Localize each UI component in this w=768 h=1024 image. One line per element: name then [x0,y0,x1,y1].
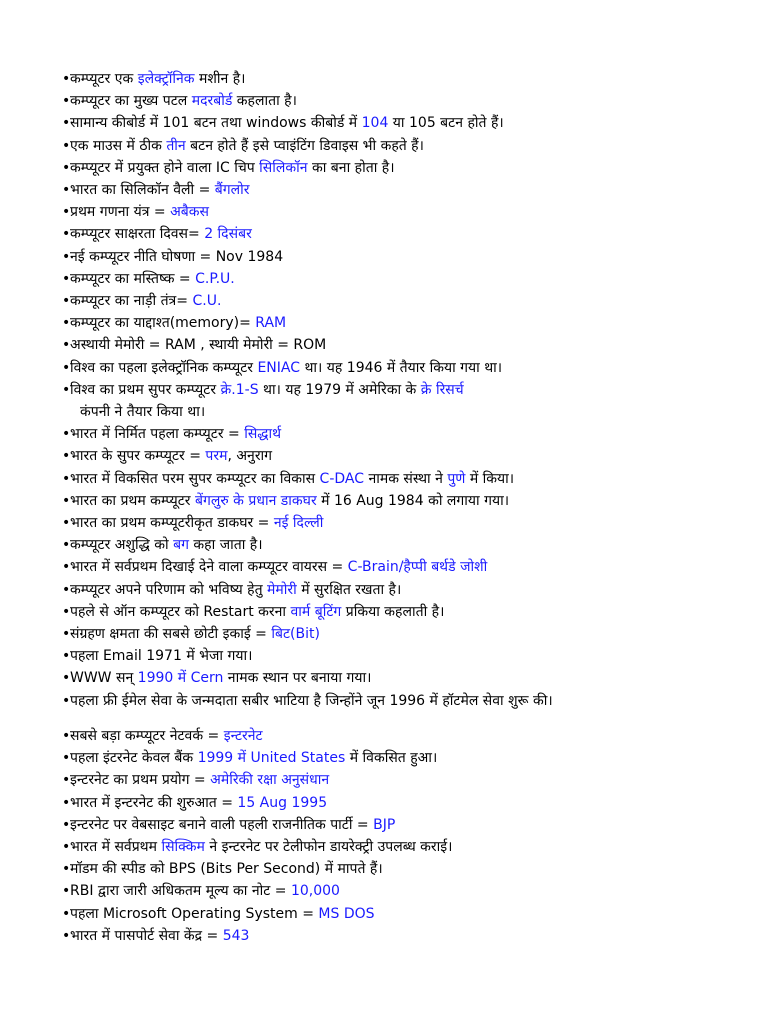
list-item [62,490,752,512]
list-item [62,747,752,769]
list-item-text: भारत में निर्मित पहला कम्प्यूटर = [70,426,245,443]
highlighted-text: परम [205,448,228,465]
highlighted-text: 1999 में United States [197,750,346,767]
list-item-continuation: कंपनी ने तैयार किया था। [80,404,206,421]
list-item [62,925,752,947]
list-item [62,423,752,445]
list-item [62,836,752,858]
list-item-text: में 16 Aug 1984 को लगाया गया। [316,492,510,509]
highlighted-text: 104 [361,115,389,132]
list-item [62,312,752,334]
list-item-text: कहा जाता है। [188,537,263,554]
highlighted-text: अमेरिकी रक्षा अनुसंधान [210,772,330,789]
highlighted-text: C-Brain/हैप्पी बर्थडे जोशी [347,559,488,576]
list-item-text: भारत में इन्टरनेट की शुरुआत = [70,794,238,811]
list-item-text: पहला फ्री ईमेल सेवा के जन्मदाता सबीर भाटिया है जिन्होंने जून 1996 में हॉटमेल सेवा शुरू की। [70,692,553,709]
list-item [62,534,752,556]
highlighted-text: अबैकस [170,204,209,221]
list-item-text: इन्टरनेट पर वेबसाइट बनाने वाली पहली राजनीतिक पार्टी = [70,816,374,833]
list-item-text: में सुरक्षित रखता है। [296,581,402,598]
list-item-text: में विकसित हुआ। [345,750,438,767]
highlighted-text: सिद्धार्थ [244,426,282,443]
list-item-text: सबसे बड़ा कम्प्यूटर नेटवर्क = [70,727,224,744]
list-item-text: कम्प्यूटर अशुद्धि को [70,537,174,554]
highlighted-text: RAM [255,315,287,332]
list-item [62,814,752,836]
fact-list [62,68,752,947]
list-item-text: सामान्य कीबोर्ड में 101 बटन तथा windows कीबोर्ड में [70,115,362,132]
list-item-text: मशीन है। [194,71,246,87]
list-item [62,445,752,467]
highlighted-text: क्रे.1-S [220,381,259,398]
highlighted-text: बिट(Bit) [271,626,320,643]
list-item-text: संग्रहण क्षमता की सबसे छोटी इकाई = [70,626,272,643]
list-item-text: प्रथम गणना यंत्र = [70,204,171,221]
highlighted-text: क्रे रिसर्च [420,381,464,398]
highlighted-text: बेंगलुरु के प्रधान डाकघर [194,492,317,509]
highlighted-text: 2 दिसंबर [204,226,252,243]
list-item [62,601,752,623]
list-item [62,579,752,601]
list-item [62,334,752,356]
highlighted-text: 10,000 [290,883,340,900]
list-item [62,556,752,578]
list-item-text: पहला Microsoft Operating System = [70,905,319,922]
list-item [62,667,752,689]
list-item-text: भारत का प्रथम कम्प्यूटरीकृत डाकघर = [70,515,274,532]
list-item-text: में किया। [465,470,515,487]
list-item [62,792,752,814]
list-item [62,157,752,179]
list-item-text: कहलाता है। [232,93,297,110]
highlighted-text: C.U. [192,293,222,310]
list-item-text: मॉडम की स्पीड को BPS (Bits Per Second) में मापते हैं। [70,861,383,878]
highlighted-text: सिलिकॉन [259,159,308,176]
highlighted-text: वार्म बूटिंग [290,603,342,620]
list-item-text: भारत का सिलिकॉन वैली = [70,182,215,199]
list-item-text: अस्थायी मेमोरी = RAM , स्थायी मेमोरी = ROM [70,337,327,354]
list-item [62,512,752,534]
list-item [62,645,752,667]
highlighted-text: बग [173,537,189,554]
highlighted-text: तीन [166,137,186,154]
list-item-text: कम्प्यूटर का नाड़ी तंत्र= [70,293,193,310]
list-item-text: कम्प्यूटर अपने परिणाम को भविष्य हेतु [70,581,268,598]
list-item [62,690,752,712]
list-item [62,623,752,645]
list-item-text: प्रकिया कहलाती है। [341,603,445,620]
highlighted-text: इन्टरनेट [223,727,263,744]
list-item-text: कम्प्यूटर एक [70,71,138,87]
list-item-text: ने इन्टरनेट पर टेलीफोन डायरेक्ट्री उपलब्ध कराई। [204,838,453,855]
list-item-text: भारत में सर्वप्रथम दिखाई देने वाला कम्प्यूटर वायरस = [70,559,348,576]
list-item-text: विश्व का प्रथम सुपर कम्प्यूटर [70,381,221,398]
list-item-text: पहले से ऑन कम्प्यूटर को Restart करना [70,603,291,620]
list-item-text: का बना होता है। [307,159,395,176]
highlighted-text: मेमोरी [267,581,297,598]
list-item-text: भारत में पासपोर्ट सेवा केंद्र = [70,927,223,944]
highlighted-text: मदरबोर्ड [191,93,233,110]
list-item-text: नामक स्थान पर बनाया गया। [223,670,372,687]
highlighted-text: नई दिल्ली [273,515,324,532]
list-item-text: नई कम्प्यूटर नीति घोषणा = Nov 1984 [70,248,284,265]
list-item [62,90,752,112]
highlighted-text: BJP [373,816,396,833]
list-item-text: कम्प्यूटर में प्रयुक्त होने वाला IC चिप [70,159,260,176]
list-item-text: कम्प्यूटर साक्षरता दिवस= [70,226,205,243]
list-item-text: या 105 बटन होते हैं। [388,115,504,132]
list-item [62,201,752,223]
list-item [62,268,752,290]
list-item-text: , अनुराग [227,448,273,465]
list-item [62,379,752,423]
highlighted-text: इलेक्ट्रॉनिक [137,71,195,87]
highlighted-text: सिक्किम [161,838,205,855]
list-item [62,880,752,902]
highlighted-text: बैंगलोर [214,182,250,199]
list-item [62,290,752,312]
list-item-text: बटन होते हैं इसे प्वाइंटिंग डिवाइस भी कहते हैं। [185,137,424,154]
list-item-text: एक माउस में ठीक [70,137,167,154]
list-item-text: भारत के सुपर कम्प्यूटर = [70,448,206,465]
list-item-text: था। यह 1946 में तैयार किया गया था। [300,359,503,376]
highlighted-text: 1990 में Cern [137,670,224,687]
list-item [62,725,752,747]
list-item-text: विश्व का पहला इलेक्ट्रॉनिक कम्प्यूटर [70,359,258,376]
highlighted-text: MS DOS [318,905,375,922]
list-item [62,903,752,925]
highlighted-text: ENIAC [257,359,300,376]
list-item [62,246,752,268]
list-item-text: भारत में सर्वप्रथम [70,838,162,855]
list-item [62,112,752,134]
highlighted-text: 15 Aug 1995 [237,794,328,811]
highlighted-text: C-DAC [319,470,365,487]
list-item-text: नामक संस्था ने [364,470,448,487]
highlighted-text: C.P.U. [195,270,235,287]
list-item [62,135,752,157]
list-item [62,179,752,201]
section-gap [62,712,752,725]
list-item-text: कम्प्यूटर का मस्तिष्क = [70,270,196,287]
list-item [62,468,752,490]
list-item-text: इन्टरनेट का प्रथम प्रयोग = [70,772,211,789]
list-item [62,357,752,379]
list-item-text: पहला इंटरनेट केवल बैंक [70,750,198,767]
list-item-text: कम्प्यूटर का याद्दाश्त(memory)= [70,315,256,332]
highlighted-text: 543 [222,927,250,944]
list-item-text: भारत का प्रथम कम्प्यूटर [70,492,195,509]
list-item-text: RBI द्वारा जारी अधिकतम मूल्य का नोट = [70,883,291,900]
list-item-text: भारत में विकसित परम सुपर कम्प्यूटर का विकास [70,470,320,487]
list-item [62,858,752,880]
list-item-text: पहला Email 1971 में भेजा गया। [70,648,253,665]
list-item-text: WWW सन् [70,670,138,687]
highlighted-text: पुणे [447,470,466,487]
list-item [62,223,752,245]
list-item [62,68,752,90]
list-item-text: था। यह 1979 में अमेरिका के [258,381,421,398]
list-item-text: कम्प्यूटर का मुख्य पटल [70,93,192,110]
list-item [62,769,752,791]
